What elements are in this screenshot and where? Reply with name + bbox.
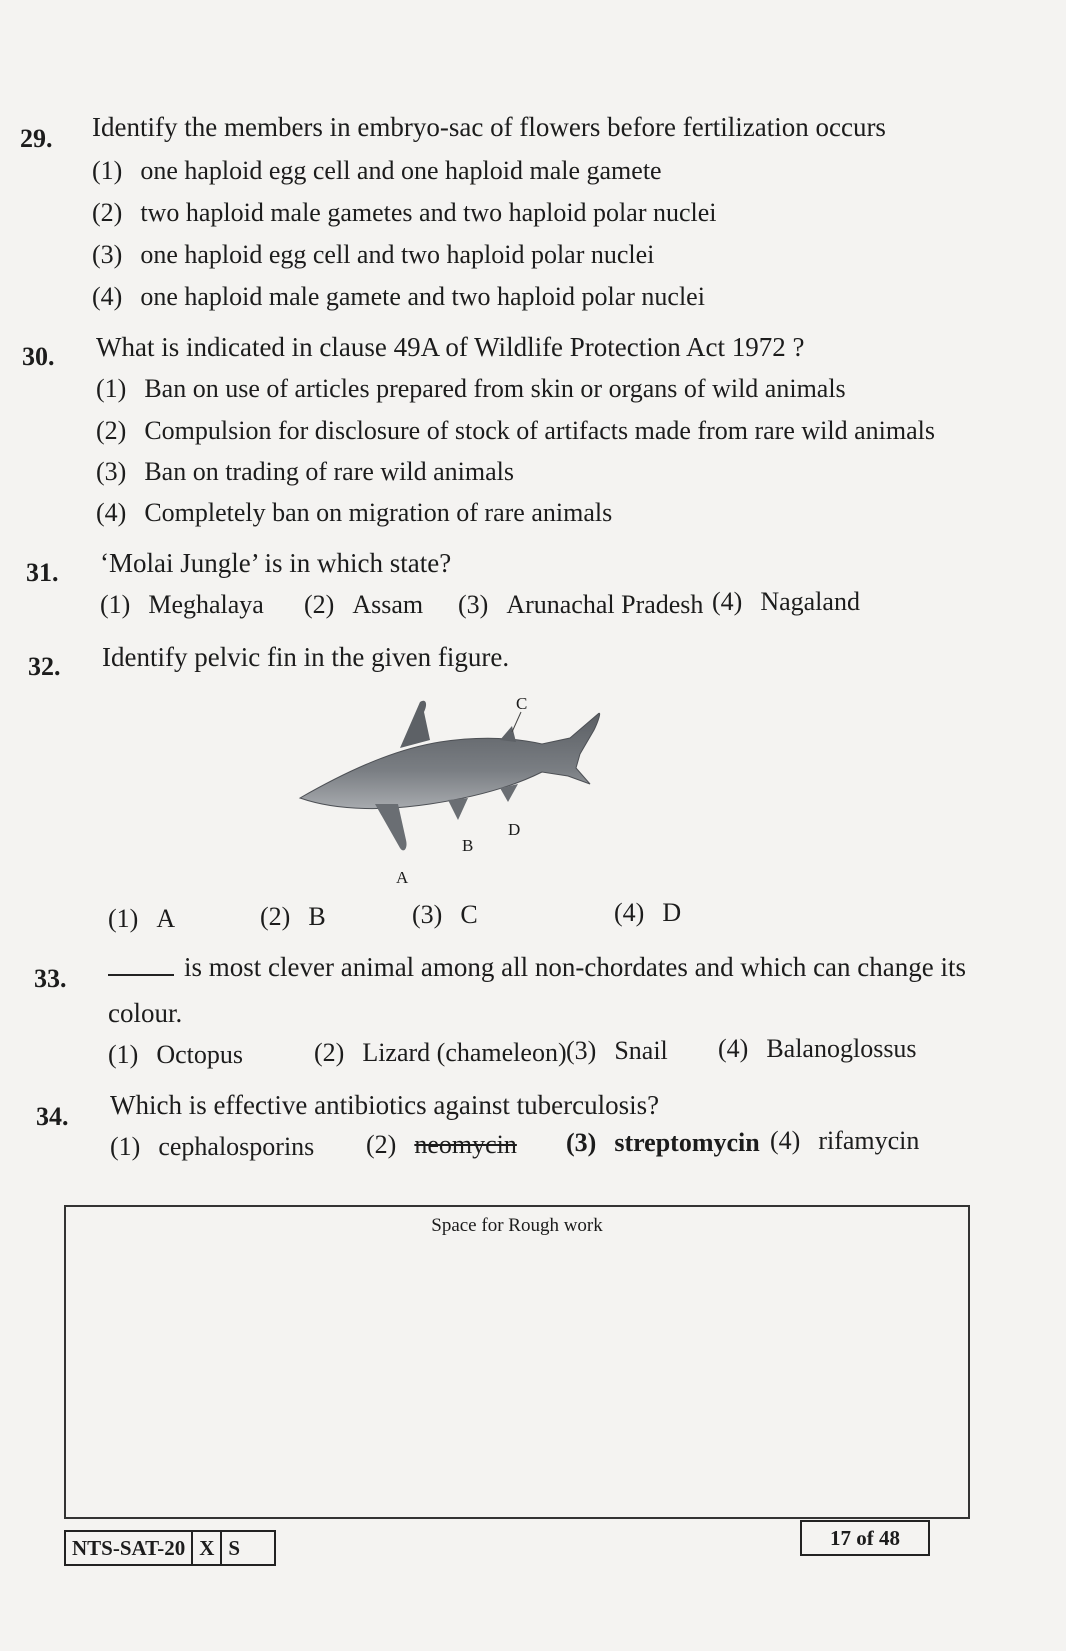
footer-code: NTS-SAT-20 [66, 1532, 193, 1564]
question-number: 33. [34, 964, 67, 993]
pectoral-fin-a [375, 804, 407, 850]
option-3[interactable]: (3) C [412, 900, 478, 929]
question-text: Which is effective antibiotics against tuberculosis? [110, 1090, 660, 1120]
option-2[interactable]: (2) Assam [304, 590, 424, 619]
option-3[interactable]: (3) Ban on trading of rare wild animals [96, 457, 515, 486]
option-3[interactable]: (3) Snail [566, 1036, 668, 1065]
label-c-pointer [512, 712, 521, 732]
option-1[interactable]: (1) one haploid egg cell and one haploid male gamete [92, 156, 662, 185]
option-3[interactable]: (3) Arunachal Pradesh [458, 590, 704, 619]
option-3[interactable]: (3) streptomycin [566, 1128, 760, 1157]
option-2[interactable]: (2) Lizard (chameleon) [314, 1038, 567, 1067]
option-3[interactable]: (3) one haploid egg cell and two haploid polar nuclei [92, 240, 655, 269]
option-4[interactable]: (4) Nagaland [712, 587, 860, 616]
question-text: What is indicated in clause 49A of Wildlife Protection Act 1972 ? [96, 332, 805, 362]
question-number: 34. [36, 1102, 69, 1131]
option-4[interactable]: (4) D [614, 898, 682, 927]
option-2[interactable]: (2) two haploid male gametes and two haploid polar nuclei [92, 198, 717, 227]
footer-page-box [800, 1520, 930, 1556]
shark-body [300, 713, 600, 808]
pelvic-fin-b [448, 798, 468, 820]
footer-cell-x: X [193, 1532, 222, 1564]
option-1[interactable]: (1) cephalosporins [110, 1132, 315, 1161]
figure-label-b: B [462, 836, 474, 855]
footer-cell-s: S [228, 1536, 241, 1560]
option-1[interactable]: (1) Octopus [108, 1040, 243, 1069]
dorsal-fin [400, 701, 430, 748]
question-text: Identify pelvic fin in the given figure. [102, 642, 510, 672]
question-text: Identify the members in embryo-sac of flowers before fertilization occurs [92, 112, 886, 142]
question-number: 30. [22, 342, 55, 371]
option-1[interactable]: (1) A [108, 904, 176, 933]
figure-label-a: A [396, 868, 409, 887]
rough-work-box [64, 1205, 970, 1519]
shark-figure [280, 680, 640, 890]
option-2[interactable]: (2) neomycin [366, 1130, 517, 1159]
question-number: 29. [20, 124, 53, 153]
option-2[interactable]: (2) Compulsion for disclosure of stock of artifacts made from rare wild animals [96, 416, 935, 445]
option-1[interactable]: (1) Meghalaya [100, 590, 264, 619]
option-4[interactable]: (4) Balanoglossus [718, 1034, 917, 1063]
footer-code-box [64, 1530, 276, 1566]
question-number: 32. [28, 652, 61, 681]
option-2[interactable]: (2) B [260, 902, 326, 931]
question-text: ‘Molai Jungle’ is in which state? [100, 548, 452, 578]
option-4[interactable]: (4) one haploid male gamete and two haploid polar nuclei [92, 282, 705, 311]
question-text: is most clever animal among all non-chordates and which can change its [108, 950, 966, 984]
option-4[interactable]: (4) rifamycin [770, 1126, 920, 1155]
option-1[interactable]: (1) Ban on use of articles prepared from skin or organs of wild animals [96, 374, 846, 403]
option-4[interactable]: (4) Completely ban on migration of rare animals [96, 498, 613, 527]
rough-work-label: Space for Rough work [431, 1215, 603, 1236]
page-number: 17 of 48 [830, 1526, 900, 1550]
question-text-continued: colour. [108, 998, 183, 1028]
question-number: 31. [26, 558, 59, 587]
answer-blank [108, 950, 174, 976]
figure-label-c: C [516, 694, 528, 713]
figure-label-d: D [508, 820, 521, 839]
